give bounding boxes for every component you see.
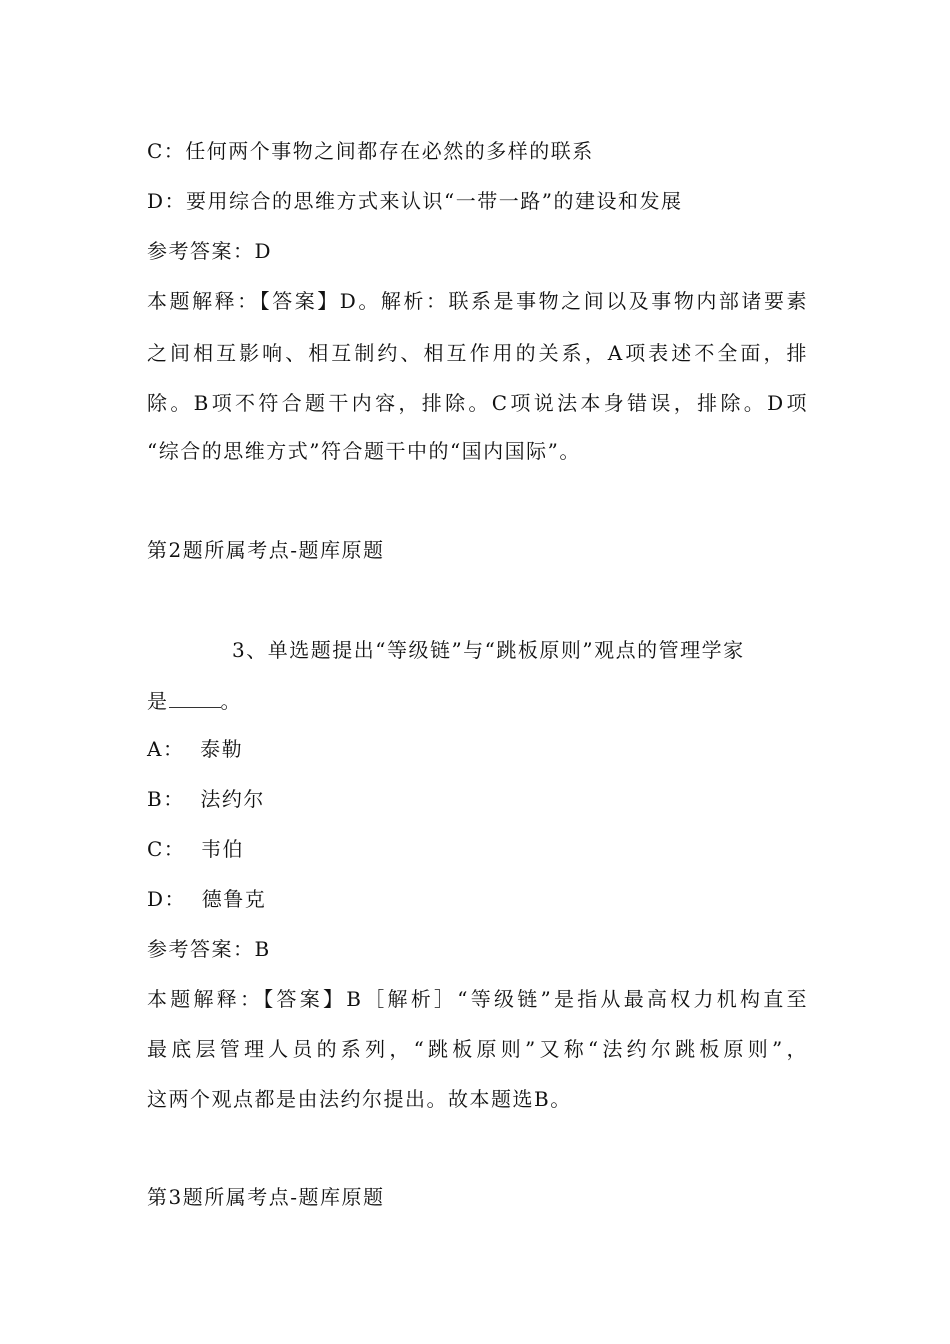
q3-option-a (147, 735, 243, 763)
q2-answer: 参考答案：D (147, 239, 273, 263)
option-label: B： (147, 787, 185, 811)
option-text: 法约尔 (200, 787, 265, 811)
option-text: 德鲁克 (201, 887, 267, 911)
q3-question-line-2 (147, 687, 242, 715)
q3-question-line-1: 3、单选题提出“等级链”与“跳板原则”观点的管理学家 (232, 638, 745, 662)
q3-source: 第3题所属考点-题库原题 (147, 1185, 385, 1209)
q3-option-d (147, 885, 266, 913)
q3-option-b (147, 785, 265, 813)
q2-explanation-line-2: 之间相互影响、相互制约、相互作用的关系，A项表述不全面，排 (147, 341, 807, 365)
q3-question-suffix: 。 (220, 689, 242, 713)
q2-option-c: C：任何两个事物之间都存在必然的多样的联系 (147, 139, 594, 163)
q3-question-prefix: 是 (147, 689, 169, 713)
answer-blank (169, 687, 221, 708)
q2-option-d: D：要用综合的思维方式来认识“一带一路”的建设和发展 (147, 189, 683, 213)
q3-explanation-line-3: 这两个观点都是由法约尔提出。故本题选B。 (147, 1087, 572, 1111)
q3-explanation-line-1: 本题解释：【答案】B［解析］“等级链”是指从最高权力机构直至 (147, 987, 807, 1011)
q2-explanation-line-4: “综合的思维方式”符合题干中的“国内国际”。 (147, 439, 581, 463)
option-text: 泰勒 (200, 737, 244, 761)
option-label: C： (147, 837, 186, 861)
option-label: D： (147, 887, 187, 911)
option-text: 韦伯 (201, 837, 245, 861)
q3-explanation-line-2: 最底层管理人员的系列，“跳板原则”又称“法约尔跳板原则”， (147, 1037, 807, 1061)
q2-source: 第2题所属考点-题库原题 (147, 538, 385, 562)
q2-explanation-line-3: 除。B项不符合题干内容，排除。C项说法本身错误，排除。D项 (147, 391, 807, 415)
q2-explanation-line-1: 本题解释：【答案】D。解析：联系是事物之间以及事物内部诸要素 (147, 289, 807, 313)
option-label: A： (147, 737, 185, 761)
q3-option-c (147, 835, 244, 863)
q3-answer: 参考答案：B (147, 937, 271, 961)
